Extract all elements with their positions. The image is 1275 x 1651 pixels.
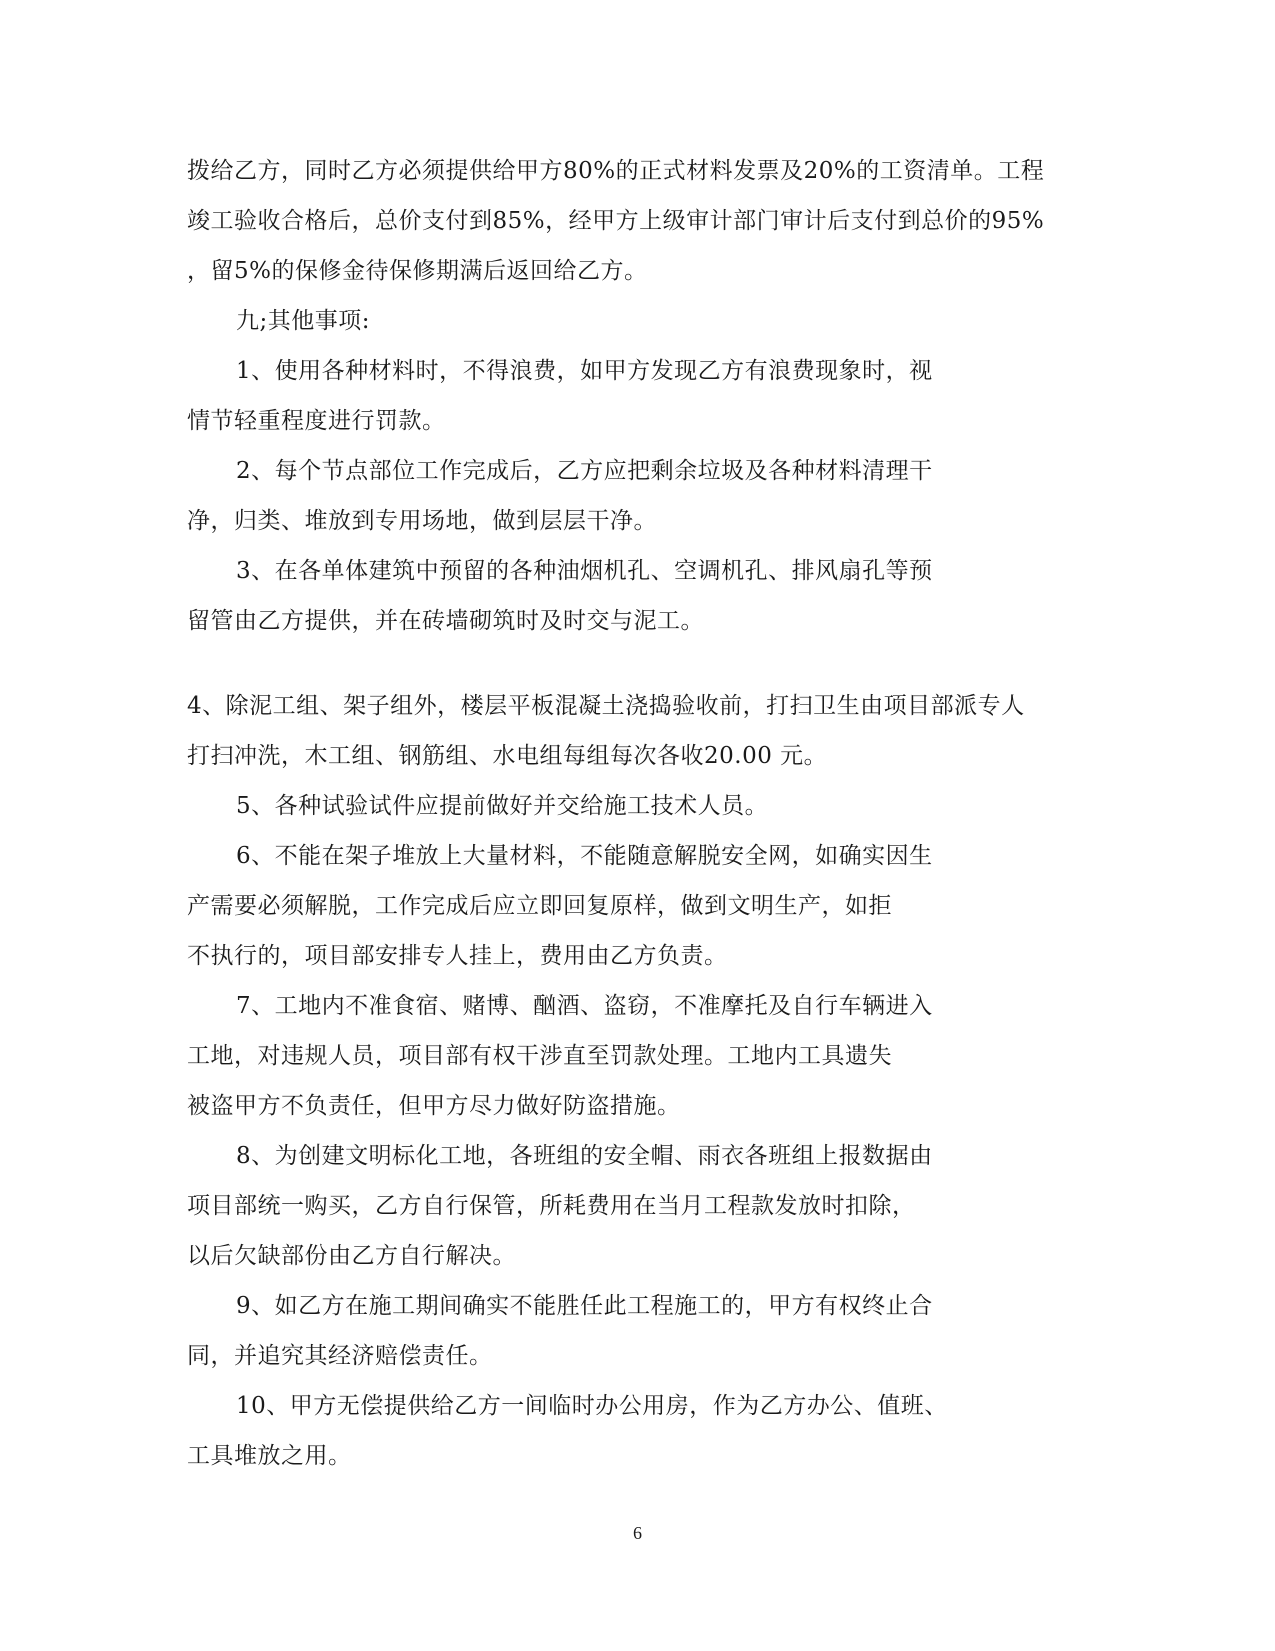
text-line: 留管由乙方提供，并在砖墙砌筑时及时交与泥工。 <box>187 608 704 634</box>
text-line: 10、甲方无偿提供给乙方一间临时办公用房，作为乙方办公、值班、 <box>236 1393 948 1419</box>
text-line: 拨给乙方，同时乙方必须提供给甲方80%的正式材料发票及20%的工资清单。工程 <box>187 158 1045 184</box>
text-line: 不执行的，项目部安排专人挂上，费用由乙方负责。 <box>187 943 728 969</box>
text-line: 打扫冲洗，木工组、钢筋组、水电组每组每次各收20.00 元。 <box>187 743 828 769</box>
text-line: 5、各种试验试件应提前做好并交给施工技术人员。 <box>236 793 769 819</box>
text-line: 被盗甲方不负责任，但甲方尽力做好防盗措施。 <box>187 1093 681 1119</box>
text-line: 1、使用各种材料时，不得浪费，如甲方发现乙方有浪费现象时，视 <box>236 358 933 384</box>
text-line: 项目部统一购买，乙方自行保管，所耗费用在当月工程款发放时扣除， <box>187 1193 916 1219</box>
text-line: 7、工地内不准食宿、赌博、酗酒、盗窃，不准摩托及自行车辆进入 <box>236 993 933 1019</box>
section-heading: 九;其他事项: <box>236 308 370 334</box>
text-line: 同，并追究其经济赔偿责任。 <box>187 1343 493 1369</box>
text-line: 竣工验收合格后，总价支付到85%，经甲方上级审计部门审计后支付到总价的95% <box>187 208 1045 234</box>
text-line: 3、在各单体建筑中预留的各种油烟机孔、空调机孔、排风扇孔等预 <box>236 558 933 584</box>
text-line: 以后欠缺部份由乙方自行解决。 <box>187 1243 516 1269</box>
text-line: ，留5%的保修金待保修期满后返回给乙方。 <box>187 258 648 284</box>
text-line: 工地，对违规人员，项目部有权干涉直至罚款处理。工地内工具遗失 <box>187 1043 892 1069</box>
text-line: 工具堆放之用。 <box>187 1443 352 1469</box>
page-number: 6 <box>633 1523 642 1543</box>
text-line: 8、为创建文明标化工地，各班组的安全帽、雨衣各班组上报数据由 <box>236 1143 933 1169</box>
text-line: 净，归类、堆放到专用场地，做到层层干净。 <box>187 508 657 534</box>
text-line: 6、不能在架子堆放上大量材料，不能随意解脱安全网，如确实因生 <box>236 843 933 869</box>
text-line: 情节轻重程度进行罚款。 <box>187 408 446 434</box>
text-line: 产需要必须解脱，工作完成后应立即回复原样，做到文明生产，如拒 <box>187 893 892 919</box>
text-line: 9、如乙方在施工期间确实不能胜任此工程施工的，甲方有权终止合 <box>236 1293 933 1319</box>
text-line: 4、除泥工组、架子组外，楼层平板混凝土浇捣验收前，打扫卫生由项目部派专人 <box>187 693 1025 719</box>
text-line: 2、每个节点部位工作完成后，乙方应把剩余垃圾及各种材料清理干 <box>236 458 933 484</box>
